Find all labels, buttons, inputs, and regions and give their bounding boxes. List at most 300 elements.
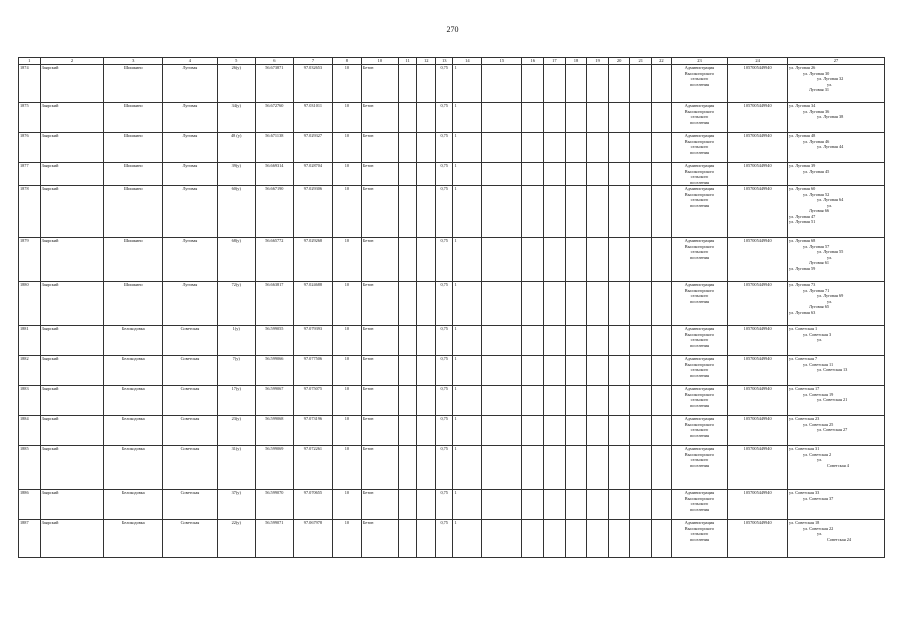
address-cell	[788, 490, 885, 520]
village-cell: Белокодовка	[104, 416, 163, 446]
village-cell: Шишкино	[104, 65, 163, 103]
address-line: ул. Луговая 32	[817, 76, 844, 81]
organization-line: Высокогорского	[684, 361, 715, 367]
surface-cell: Бетон	[361, 490, 398, 520]
surface-cell: Бетон	[361, 163, 398, 186]
empty-cell	[544, 238, 566, 282]
house-cell: 7(у)	[217, 356, 255, 386]
col13-cell: 0,75	[435, 65, 453, 103]
empty-cell	[544, 326, 566, 356]
address-line: ул. Советская 1	[789, 326, 818, 331]
empty-cell	[522, 238, 544, 282]
latitude-cell: 56.599071	[255, 520, 293, 558]
organization-line: Высокогорского	[684, 525, 715, 531]
village-cell: Белокодовка	[104, 490, 163, 520]
organization-line: поселения	[689, 81, 709, 87]
col-header: 14	[453, 58, 482, 65]
empty-cell	[608, 356, 630, 386]
empty-cell	[652, 238, 672, 282]
empty-cell	[417, 416, 436, 446]
address-line: ул.	[827, 202, 833, 208]
empty-cell	[482, 416, 522, 446]
empty-cell	[522, 133, 544, 163]
table-row	[19, 326, 885, 356]
empty-cell	[608, 520, 630, 558]
empty-cell	[565, 490, 587, 520]
district-cell: Заярский	[40, 490, 104, 520]
address-line: ул. Советская 31	[789, 446, 820, 451]
organization-line: Высокогорского	[684, 243, 715, 249]
organization-line: поселения	[689, 402, 709, 408]
col14-cell: 1	[453, 386, 482, 416]
organization-cell	[671, 65, 728, 103]
empty-cell	[522, 282, 544, 326]
col8-cell: 10	[333, 103, 362, 133]
col-header: 8	[333, 58, 362, 65]
empty-cell	[544, 163, 566, 186]
col-header: 3	[104, 58, 163, 65]
empty-cell	[630, 186, 652, 238]
empty-cell	[630, 65, 652, 103]
col14-cell: 1	[453, 133, 482, 163]
empty-cell	[482, 186, 522, 238]
empty-cell	[417, 490, 436, 520]
organization-cell	[671, 446, 728, 490]
empty-cell	[652, 416, 672, 446]
empty-cell	[522, 520, 544, 558]
empty-cell	[608, 186, 630, 238]
district-cell: Заярский	[40, 446, 104, 490]
empty-cell	[587, 282, 609, 326]
address-line: ул. Луговая 64	[817, 197, 844, 202]
empty-cell	[565, 326, 587, 356]
district-cell: Заярский	[40, 282, 104, 326]
address-line: ул. Луговая 60	[789, 186, 816, 191]
organization-line: поселения	[689, 254, 709, 260]
col-header: 18	[565, 58, 587, 65]
col8-cell: 10	[333, 238, 362, 282]
empty-cell	[398, 386, 417, 416]
empty-cell	[630, 416, 652, 446]
address-cell	[788, 416, 885, 446]
empty-cell	[398, 65, 417, 103]
address-line: ул. Советская 23	[789, 416, 820, 421]
col-header: 15	[482, 58, 522, 65]
organization-line: Администрация	[684, 520, 715, 525]
empty-cell	[630, 282, 652, 326]
empty-cell	[482, 490, 522, 520]
empty-cell	[652, 490, 672, 520]
latitude-cell: 56.671138	[255, 133, 293, 163]
organization-line: поселения	[689, 506, 709, 512]
organization-line: Администрация	[684, 282, 715, 287]
address-line: ул. Луговая 71	[803, 287, 830, 293]
organization-line: сельского	[690, 457, 709, 462]
surface-cell: Бетон	[361, 103, 398, 133]
organization-cell	[671, 133, 728, 163]
col8-cell: 10	[333, 416, 362, 446]
empty-cell	[565, 386, 587, 416]
empty-cell	[587, 163, 609, 186]
village-cell: Шишкино	[104, 163, 163, 186]
empty-cell	[417, 520, 436, 558]
col8-cell: 10	[333, 490, 362, 520]
address-line: ул. Луговая 39	[789, 163, 816, 168]
surface-cell: Бетон	[361, 520, 398, 558]
address-line: Луговая 65	[809, 304, 829, 309]
street-cell: Советская	[163, 446, 218, 490]
address-cell	[788, 65, 885, 103]
organization-cell	[671, 490, 728, 520]
empty-cell	[417, 103, 436, 133]
empty-cell	[587, 446, 609, 490]
address-line: ул. Советская 18	[789, 520, 820, 525]
address-line: ул. Советская 22	[803, 525, 834, 531]
organization-line: сельского	[690, 114, 709, 119]
latitude-cell: 56.667190	[255, 186, 293, 238]
row-number: 1881	[19, 326, 41, 356]
col-header: 23	[671, 58, 728, 65]
inn-cell: 1057005449940	[728, 326, 788, 356]
empty-cell	[398, 103, 417, 133]
empty-cell	[652, 446, 672, 490]
empty-cell	[417, 446, 436, 490]
empty-cell	[565, 65, 587, 103]
address-line: ул. Советская 17	[789, 386, 820, 391]
col13-cell: 0,75	[435, 356, 453, 386]
house-cell: 48 (у)	[217, 133, 255, 163]
address-line: ул. Луговая 51	[789, 219, 816, 224]
organization-line: поселения	[689, 462, 709, 468]
empty-cell	[398, 356, 417, 386]
empty-cell	[652, 163, 672, 186]
empty-cell	[522, 416, 544, 446]
col13-cell: 0,75	[435, 186, 453, 238]
surface-cell: Бетон	[361, 65, 398, 103]
empty-cell	[398, 446, 417, 490]
street-cell: Луговая	[163, 186, 218, 238]
empty-cell	[652, 133, 672, 163]
district-cell: Заярский	[40, 163, 104, 186]
empty-cell	[565, 103, 587, 133]
empty-cell	[522, 446, 544, 490]
empty-cell	[565, 446, 587, 490]
organization-line: поселения	[689, 202, 709, 208]
col-header: 21	[630, 58, 652, 65]
organization-line: Администрация	[684, 163, 715, 168]
district-cell: Заярский	[40, 186, 104, 238]
empty-cell	[544, 356, 566, 386]
address-line: ул. Луговая 59	[789, 265, 816, 271]
empty-cell	[417, 282, 436, 326]
header-row	[19, 58, 885, 65]
house-cell: 37(у)	[217, 490, 255, 520]
empty-cell	[608, 238, 630, 282]
organization-line: поселения	[689, 536, 709, 542]
organization-line: сельского	[690, 174, 709, 179]
inn-cell: 1057005449940	[728, 520, 788, 558]
empty-cell	[565, 186, 587, 238]
address-line: ул. Советская 3	[803, 331, 832, 337]
col13-cell: 0,75	[435, 326, 453, 356]
organization-line: Администрация	[684, 446, 715, 451]
empty-cell	[587, 65, 609, 103]
district-cell: Заярский	[40, 65, 104, 103]
village-cell: Шишкино	[104, 282, 163, 326]
table-row	[19, 186, 885, 238]
organization-cell	[671, 186, 728, 238]
organization-line: Высокогорского	[684, 108, 715, 114]
longitude-cell: 97.031011	[293, 103, 332, 133]
longitude-cell: 97.079393	[293, 326, 332, 356]
col14-cell: 1	[453, 238, 482, 282]
col13-cell: 0,75	[435, 103, 453, 133]
table-row	[19, 133, 885, 163]
inn-cell: 1057005449940	[728, 446, 788, 490]
village-cell: Белокодовка	[104, 520, 163, 558]
row-number: 1874	[19, 65, 41, 103]
latitude-cell: 56.669314	[255, 163, 293, 186]
surface-cell: Бетон	[361, 186, 398, 238]
village-cell: Шишкино	[104, 103, 163, 133]
address-line: ул. Советская 25	[803, 421, 834, 427]
col8-cell: 10	[333, 186, 362, 238]
organization-line: Высокогорского	[684, 70, 715, 76]
longitude-cell: 97.029327	[293, 133, 332, 163]
house-cell: 22(у)	[217, 520, 255, 558]
village-cell: Белокодовка	[104, 356, 163, 386]
col14-cell: 1	[453, 416, 482, 446]
empty-cell	[544, 520, 566, 558]
inn-cell: 1057005449940	[728, 163, 788, 186]
empty-cell	[398, 282, 417, 326]
empty-cell	[652, 356, 672, 386]
inn-cell: 1057005449940	[728, 386, 788, 416]
organization-line: поселения	[689, 372, 709, 378]
longitude-cell: 97.072261	[293, 446, 332, 490]
empty-cell	[482, 520, 522, 558]
street-cell: Советская	[163, 386, 218, 416]
col-header: 10	[361, 58, 398, 65]
organization-line: Администрация	[684, 238, 715, 243]
surface-cell: Бетон	[361, 282, 398, 326]
house-cell: 68(у)	[217, 238, 255, 282]
surface-cell: Бетон	[361, 356, 398, 386]
longitude-cell: 97.077506	[293, 356, 332, 386]
address-line: ул. Луговая 36	[803, 108, 830, 114]
address-line: ул.	[827, 298, 833, 304]
empty-cell	[608, 386, 630, 416]
table-row	[19, 386, 885, 416]
empty-cell	[587, 238, 609, 282]
organization-line: Администрация	[684, 416, 715, 421]
address-cell	[788, 282, 885, 326]
empty-cell	[608, 282, 630, 326]
address-line: ул. Советская 19	[803, 391, 834, 397]
col-header: 20	[608, 58, 630, 65]
address-line: ул. Луговая 55	[817, 249, 844, 254]
col-header: 11	[398, 58, 417, 65]
street-cell: Советская	[163, 356, 218, 386]
address-line: ул. Луговая 52	[803, 191, 830, 197]
empty-cell	[522, 65, 544, 103]
surface-cell: Бетон	[361, 326, 398, 356]
empty-cell	[482, 103, 522, 133]
empty-cell	[630, 163, 652, 186]
organization-line: Высокогорского	[684, 495, 715, 501]
row-number: 1883	[19, 386, 41, 416]
district-cell: Заярский	[40, 386, 104, 416]
col13-cell: 0,75	[435, 133, 453, 163]
table-row	[19, 163, 885, 186]
organization-line: Высокогорского	[684, 191, 715, 197]
organization-line: сельского	[690, 427, 709, 432]
village-cell: Белокодовка	[104, 326, 163, 356]
col14-cell: 1	[453, 186, 482, 238]
street-cell: Советская	[163, 490, 218, 520]
col-header: 12	[417, 58, 436, 65]
organization-line: сельского	[690, 501, 709, 506]
address-line: ул. Луговая 47	[789, 213, 816, 219]
empty-cell	[482, 446, 522, 490]
district-cell: Заярский	[40, 133, 104, 163]
col8-cell: 10	[333, 133, 362, 163]
row-number: 1879	[19, 238, 41, 282]
empty-cell	[522, 356, 544, 386]
inn-cell: 1057005449940	[728, 356, 788, 386]
empty-cell	[398, 186, 417, 238]
address-line: ул. Советская 37	[803, 495, 834, 501]
address-line: ул. Советская 33	[789, 490, 820, 495]
empty-cell	[544, 282, 566, 326]
empty-cell	[565, 282, 587, 326]
empty-cell	[587, 103, 609, 133]
longitude-cell: 97.070655	[293, 490, 332, 520]
col13-cell: 0,75	[435, 446, 453, 490]
table-row	[19, 520, 885, 558]
latitude-cell: 56.673871	[255, 65, 293, 103]
empty-cell	[565, 238, 587, 282]
address-cell	[788, 520, 885, 558]
organization-line: сельского	[690, 337, 709, 342]
latitude-cell: 56.672760	[255, 103, 293, 133]
house-cell: 26(у)	[217, 65, 255, 103]
organization-line: Высокогорского	[684, 138, 715, 144]
organization-line: сельского	[690, 531, 709, 536]
empty-cell	[630, 490, 652, 520]
empty-cell	[544, 490, 566, 520]
empty-cell	[398, 133, 417, 163]
empty-cell	[587, 356, 609, 386]
empty-cell	[587, 490, 609, 520]
street-cell: Советская	[163, 520, 218, 558]
organization-cell	[671, 356, 728, 386]
surface-cell: Бетон	[361, 386, 398, 416]
col14-cell: 1	[453, 326, 482, 356]
address-line: ул.	[817, 531, 823, 536]
empty-cell	[544, 103, 566, 133]
empty-cell	[482, 386, 522, 416]
organization-cell	[671, 520, 728, 558]
col13-cell: 0,75	[435, 520, 453, 558]
empty-cell	[544, 446, 566, 490]
col14-cell: 1	[453, 282, 482, 326]
inn-cell: 1057005449940	[728, 65, 788, 103]
address-line: ул. Советская 2	[803, 451, 832, 457]
empty-cell	[398, 520, 417, 558]
house-cell: 34(у)	[217, 103, 255, 133]
col8-cell: 10	[333, 326, 362, 356]
empty-cell	[417, 386, 436, 416]
empty-cell	[522, 386, 544, 416]
row-number: 1882	[19, 356, 41, 386]
inn-cell: 1057005449940	[728, 416, 788, 446]
address-cell	[788, 103, 885, 133]
latitude-cell: 56.599070	[255, 490, 293, 520]
row-number: 1877	[19, 163, 41, 186]
address-line: ул. Луговая 48	[789, 133, 816, 138]
empty-cell	[522, 163, 544, 186]
organization-cell	[671, 282, 728, 326]
address-cell	[788, 446, 885, 490]
address-line: Советская 4	[827, 462, 849, 468]
empty-cell	[587, 416, 609, 446]
longitude-cell: 97.075075	[293, 386, 332, 416]
row-number: 1878	[19, 186, 41, 238]
house-cell: 60(у)	[217, 186, 255, 238]
address-line: ул. Луговая 69	[817, 293, 844, 298]
empty-cell	[482, 326, 522, 356]
street-cell: Луговая	[163, 238, 218, 282]
organization-line: Высокогорского	[684, 391, 715, 397]
organization-line: поселения	[689, 119, 709, 125]
col-header: 5	[217, 58, 255, 65]
empty-cell	[630, 520, 652, 558]
address-line: ул.	[827, 81, 833, 87]
address-cell	[788, 163, 885, 186]
empty-cell	[565, 133, 587, 163]
organization-cell	[671, 238, 728, 282]
organization-cell	[671, 386, 728, 416]
col13-cell: 0,75	[435, 238, 453, 282]
table-row	[19, 490, 885, 520]
organization-line: Высокогорского	[684, 421, 715, 427]
empty-cell	[544, 386, 566, 416]
register-table	[18, 57, 885, 558]
col8-cell: 10	[333, 356, 362, 386]
organization-line: Высокогорского	[684, 451, 715, 457]
address-line: ул. Советская 21	[817, 397, 848, 402]
empty-cell	[522, 326, 544, 356]
empty-cell	[482, 282, 522, 326]
row-number: 1887	[19, 520, 41, 558]
empty-cell	[630, 356, 652, 386]
district-cell: Заярский	[40, 326, 104, 356]
inn-cell: 1057005449940	[728, 490, 788, 520]
address-cell	[788, 326, 885, 356]
surface-cell: Бетон	[361, 133, 398, 163]
col-header: 1	[19, 58, 41, 65]
empty-cell	[652, 386, 672, 416]
longitude-cell: 97.028704	[293, 163, 332, 186]
empty-cell	[544, 416, 566, 446]
col8-cell: 10	[333, 65, 362, 103]
empty-cell	[608, 416, 630, 446]
address-line: Луговая 31	[809, 87, 829, 92]
inn-cell: 1057005449940	[728, 186, 788, 238]
address-line: ул. Луговая 26	[789, 65, 816, 70]
row-number: 1885	[19, 446, 41, 490]
